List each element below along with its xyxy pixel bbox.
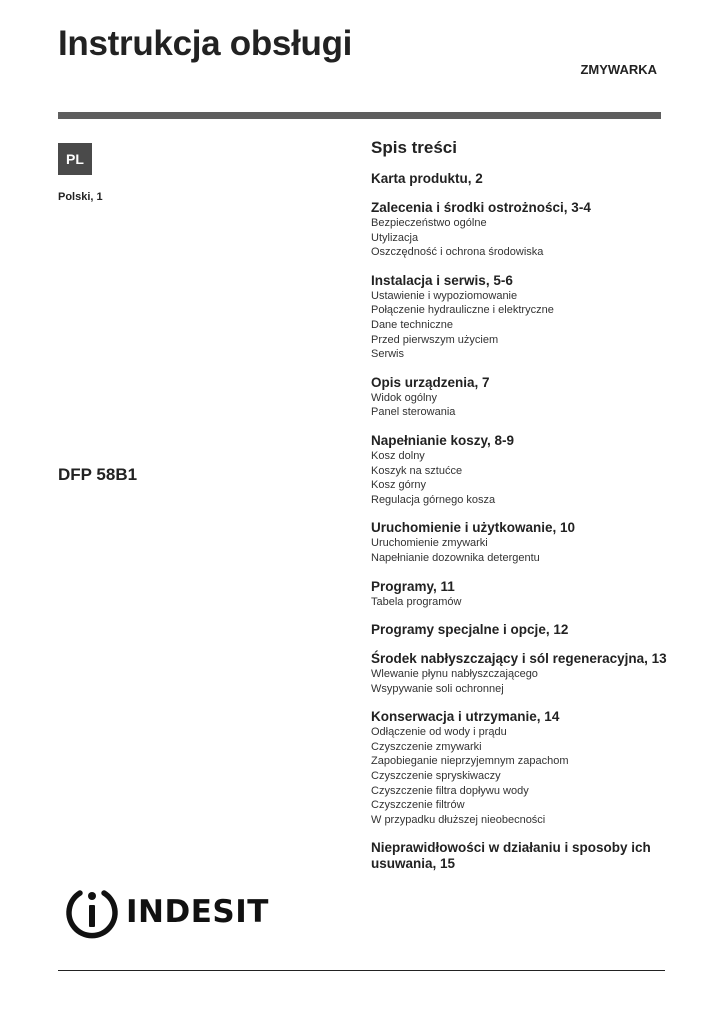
toc-section bbox=[371, 622, 671, 638]
toc-heading[interactable]: Uruchomienie i użytkowanie, 10 bbox=[371, 520, 576, 536]
indesit-i-symbol-icon bbox=[64, 883, 120, 941]
toc-section bbox=[371, 579, 671, 610]
toc-section bbox=[371, 709, 671, 827]
toc-heading[interactable]: Instalacja i serwis, 5-6 bbox=[371, 272, 513, 288]
footer-divider bbox=[58, 970, 665, 971]
model-number: DFP 58B1 bbox=[58, 465, 138, 484]
brand-name: INDESIT bbox=[126, 893, 269, 930]
toc-item[interactable]: Uruchomienie zmywarki bbox=[371, 537, 488, 550]
toc-item[interactable]: Widok ogólny bbox=[371, 391, 438, 404]
toc-item[interactable]: Przed pierwszym użyciem bbox=[371, 333, 499, 346]
toc-item[interactable]: W przypadku dłuższej nieobecności bbox=[371, 813, 546, 826]
indesit-logo bbox=[64, 883, 269, 941]
toc-item[interactable]: Utylizacja bbox=[371, 231, 419, 244]
toc-item[interactable]: Napełnianie dozownika detergentu bbox=[371, 551, 540, 564]
toc-heading[interactable]: Programy, 11 bbox=[371, 578, 455, 594]
toc-item[interactable]: Koszyk na sztućce bbox=[371, 464, 463, 477]
toc-section bbox=[371, 520, 671, 565]
toc-item[interactable]: Tabela programów bbox=[371, 595, 462, 608]
toc-section bbox=[371, 273, 671, 362]
toc-item[interactable]: Bezpieczeństwo ogólne bbox=[371, 217, 487, 229]
toc-item[interactable]: Ustawienie i wypoziomowanie bbox=[371, 289, 518, 302]
toc-section bbox=[371, 433, 671, 507]
toc-heading[interactable]: Napełnianie koszy, 8-9 bbox=[371, 432, 515, 448]
page-title: Instrukcja obsługi bbox=[58, 24, 353, 63]
toc-item[interactable]: Wlewanie płynu nabłyszczającego bbox=[371, 668, 538, 681]
toc-item[interactable]: Odłączenie od wody i prądu bbox=[371, 726, 507, 739]
toc-item[interactable]: Serwis bbox=[371, 348, 405, 361]
toc-heading[interactable]: Środek nabłyszczający i sól regeneracyjna, 13 bbox=[371, 651, 667, 667]
toc-section bbox=[371, 651, 671, 696]
toc-item[interactable]: Kosz dolny bbox=[371, 449, 425, 462]
toc-heading[interactable]: Programy specjalne i opcje, 12 bbox=[371, 622, 569, 638]
toc-item[interactable]: Kosz górny bbox=[371, 479, 427, 492]
toc-heading[interactable]: Nieprawidłowości w działaniu i sposoby ich usuwania, 15 bbox=[371, 840, 651, 872]
toc-item[interactable]: Regulacja górnego kosza bbox=[371, 493, 496, 506]
toc-section bbox=[371, 840, 671, 872]
toc-item[interactable]: Wsypywanie soli ochronnej bbox=[371, 682, 504, 695]
toc-section bbox=[371, 171, 671, 187]
table-of-contents bbox=[371, 138, 671, 885]
toc-heading[interactable]: Karta produktu, 2 bbox=[371, 171, 483, 186]
toc-item[interactable]: Czyszczenie zmywarki bbox=[371, 740, 482, 753]
toc-item[interactable]: Czyszczenie spryskiwaczy bbox=[371, 770, 501, 783]
toc-item[interactable]: Oszczędność i ochrona środowiska bbox=[371, 246, 544, 259]
product-category: ZMYWARKA bbox=[580, 62, 657, 77]
toc-section bbox=[371, 375, 671, 420]
toc-section bbox=[371, 200, 671, 260]
toc-title: Spis treści bbox=[371, 138, 457, 157]
toc-heading[interactable]: Opis urządzenia, 7 bbox=[371, 374, 490, 390]
toc-item[interactable]: Czyszczenie filtra dopływu wody bbox=[371, 784, 529, 797]
language-badge[interactable]: PL bbox=[58, 143, 92, 175]
toc-item[interactable]: Dane techniczne bbox=[371, 318, 453, 331]
toc-item[interactable]: Czyszczenie filtrów bbox=[371, 799, 465, 812]
toc-item[interactable]: Panel sterowania bbox=[371, 406, 456, 419]
toc-item[interactable]: Zapobieganie nieprzyjemnym zapachom bbox=[371, 755, 569, 768]
header-divider bbox=[58, 112, 661, 119]
toc-heading[interactable]: Zalecenia i środki ostrożności, 3-4 bbox=[371, 200, 591, 215]
language-link[interactable]: Polski, 1 bbox=[58, 191, 103, 203]
toc-item[interactable]: Połączenie hydrauliczne i elektryczne bbox=[371, 304, 554, 317]
toc-heading[interactable]: Konserwacja i utrzymanie, 14 bbox=[371, 709, 560, 725]
